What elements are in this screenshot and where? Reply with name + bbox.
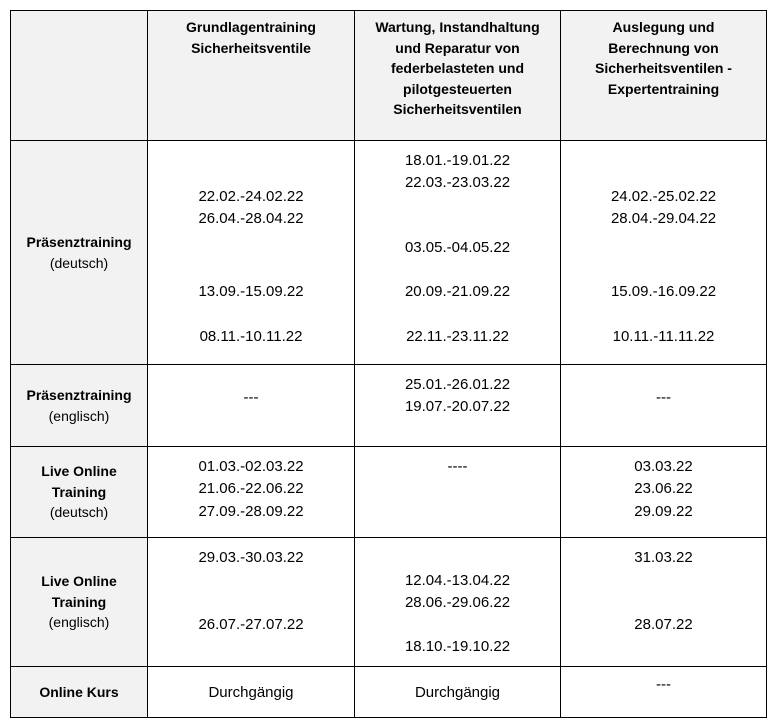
cell-praesenz-en-grundlagen [148,365,355,447]
table-row-online-kurs [11,667,767,718]
cell-online-grundlagen [148,667,355,718]
date-entry: 24.02.-25.02.22 [610,188,717,205]
cell-praesenz-de-wartung [355,141,561,365]
date-entry: 19.07.-20.07.22 [404,398,511,415]
training-schedule-table [10,10,766,710]
row-label-live-online-englisch: Live Online Training (englisch) [11,538,148,667]
cell-live-en-auslegung [561,538,767,667]
cell-praesenz-de-grundlagen [148,141,355,365]
cell-live-en-grundlagen [148,538,355,667]
cell-live-de-grundlagen [148,447,355,538]
date-entry: 28.04.-29.04.22 [610,210,717,227]
date-entry: 23.06.22 [634,480,693,497]
table-row-praesenz-englisch [11,365,767,447]
date-entry: 26.07.-27.07.22 [198,616,304,633]
date-entry: 18.10.-19.10.22 [404,638,511,655]
availability-text: Durchgängig [208,684,294,701]
date-entry: 03.05.-04.05.22 [404,239,511,256]
date-entry: 22.03.-23.03.22 [404,174,511,191]
date-entry: 31.03.22 [634,549,693,566]
header-row [11,11,767,141]
date-entry: 03.03.22 [634,458,693,475]
cell-online-wartung [355,667,561,718]
cell-online-auslegung [561,667,767,718]
date-entry: 20.09.-21.09.22 [404,283,511,300]
date-entry: 12.04.-13.04.22 [404,572,511,589]
date-entry: 15.09.-16.09.22 [610,283,717,300]
header-auslegung: Auslegung und Berechnung von Sicherheitsventilen - Expertentraining [561,11,767,141]
date-entry: 01.03.-02.03.22 [198,458,304,475]
header-corner-cell [11,11,148,141]
availability-text: Durchgängig [414,684,501,701]
cell-praesenz-en-auslegung [561,365,767,447]
cell-live-de-auslegung [561,447,767,538]
date-entry: 21.06.-22.06.22 [198,480,304,497]
date-entry: 22.11.-23.11.22 [406,328,509,345]
row-label-online-kurs: Online Kurs [11,667,148,718]
date-entry: 25.01.-26.01.22 [404,376,511,393]
header-wartung: Wartung, Instandhaltung und Reparatur von federbelasteten und pilotgesteuerten Sicherheitsventilen [355,11,561,141]
date-entry: 29.09.22 [634,503,693,520]
date-entry: 28.06.-29.06.22 [404,594,511,611]
schedule-table [10,10,767,718]
row-label-praesenz-deutsch: Präsenztraining (deutsch) [11,141,148,365]
row-label-praesenz-englisch: Präsenztraining (englisch) [11,365,148,447]
table-row-live-online-englisch [11,538,767,667]
cell-praesenz-de-auslegung [561,141,767,365]
empty-dash: --- [656,676,671,693]
date-entry: 26.04.-28.04.22 [198,210,304,227]
cell-live-en-wartung [355,538,561,667]
cell-praesenz-en-wartung [355,365,561,447]
table-row-praesenz-deutsch [11,141,767,365]
row-label-live-online-deutsch: Live Online Training (deutsch) [11,447,148,538]
date-entry: 28.07.22 [634,616,693,633]
cell-live-de-wartung [355,447,561,538]
date-entry: 08.11.-10.11.22 [199,328,303,345]
empty-dash: --- [656,389,671,406]
date-entry: 10.11.-11.11.22 [612,328,715,345]
date-entry: 27.09.-28.09.22 [198,503,304,520]
date-entry: 18.01.-19.01.22 [404,152,511,169]
empty-dash: --- [243,389,259,406]
date-entry: 22.02.-24.02.22 [198,188,304,205]
empty-dash: ---- [447,458,468,475]
header-grundlagentraining: Grundlagentraining Sicherheitsventile [148,11,355,141]
date-entry: 13.09.-15.09.22 [198,283,304,300]
date-entry: 29.03.-30.03.22 [198,549,304,566]
table-row-live-online-deutsch [11,447,767,538]
